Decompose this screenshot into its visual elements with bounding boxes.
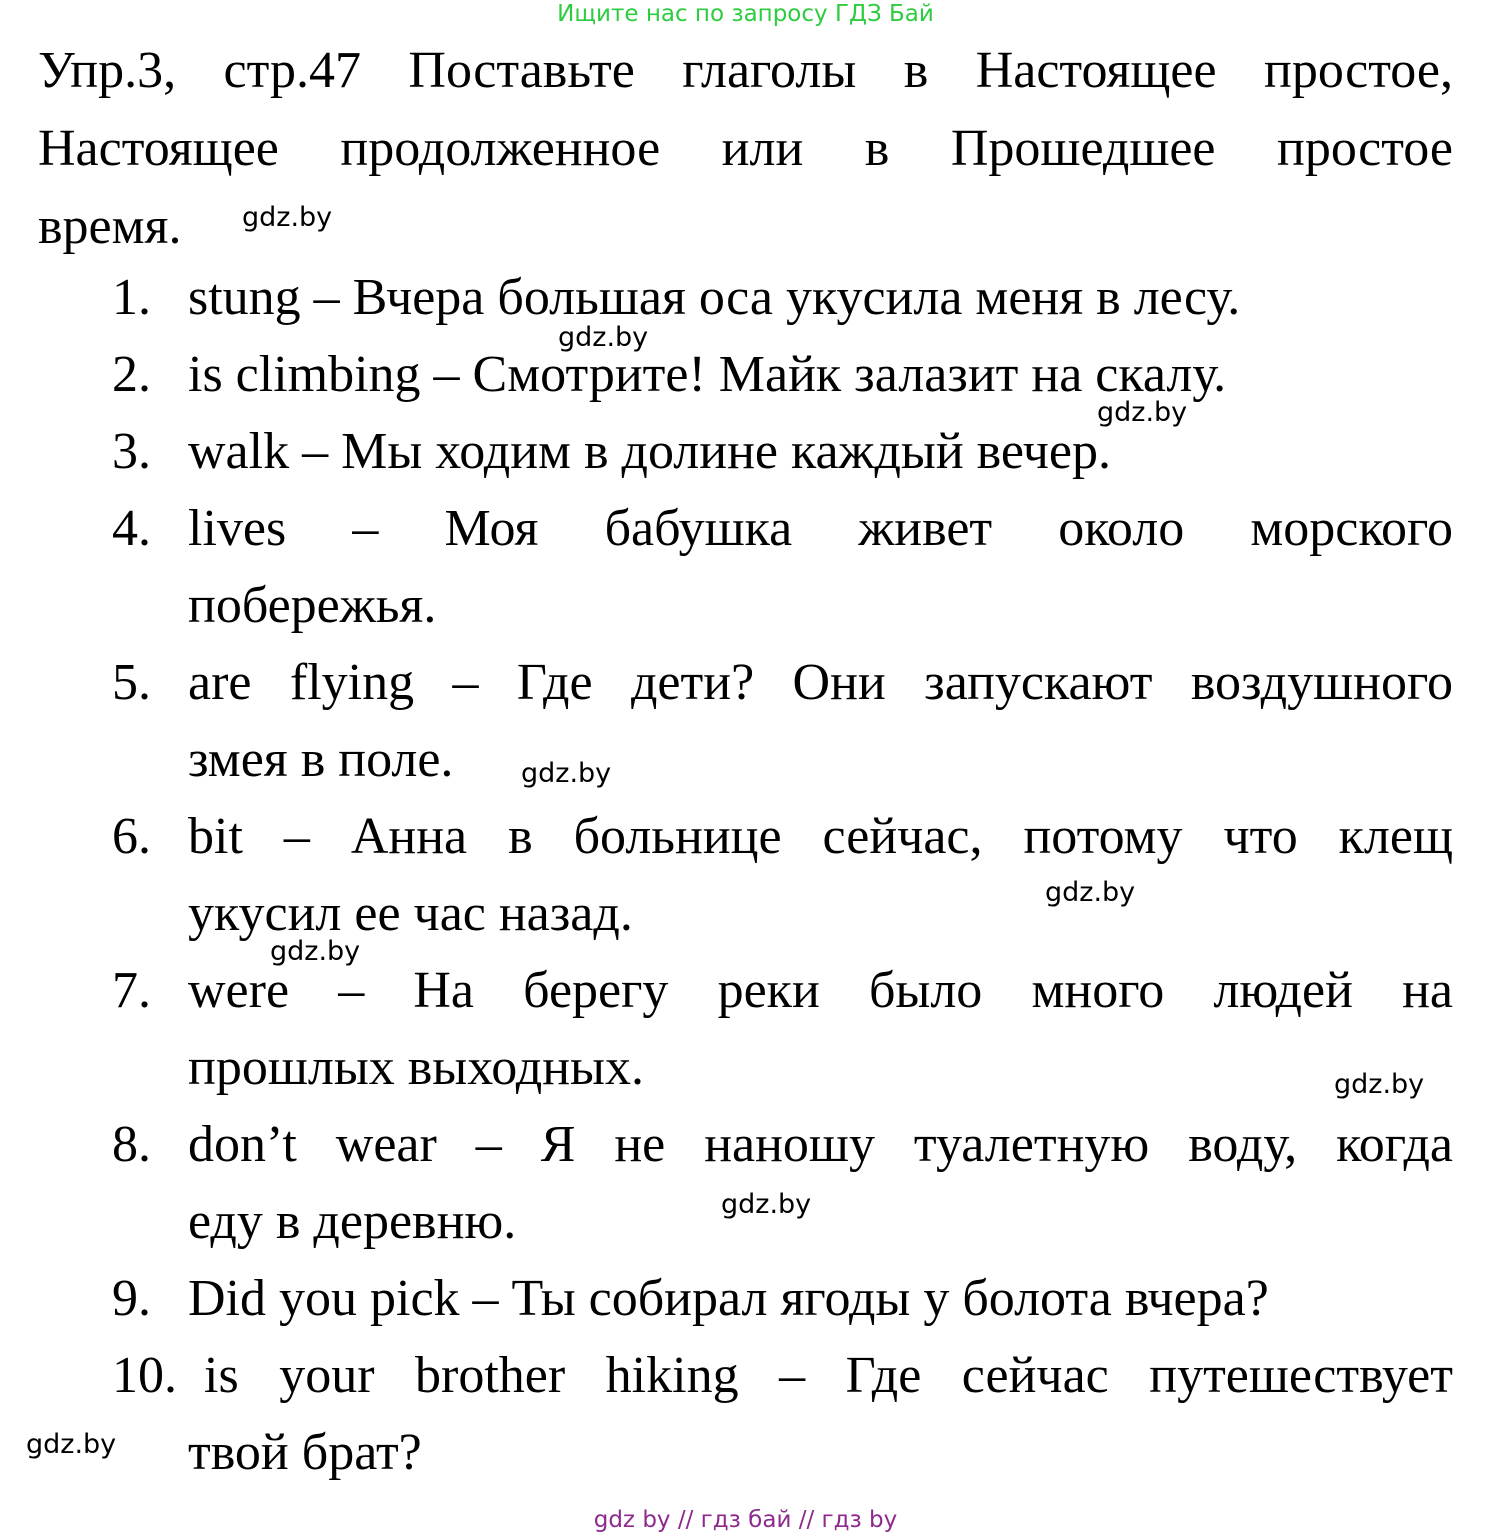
watermark: gdz.by xyxy=(1334,1069,1425,1100)
watermark: gdz.by xyxy=(26,1429,117,1460)
watermark: gdz.by xyxy=(1097,397,1188,428)
footer: gdz by // гдз бай // гдз by xyxy=(593,1507,898,1533)
title-line-1: Упр.3, стр.47 Поставьте глаголы в Настоящее простое, xyxy=(38,42,1453,99)
item-text-continued: еду в деревню. xyxy=(188,1193,517,1250)
item-text: don’t wear – Я не наношу туалетную воду, когда xyxy=(188,1116,1453,1173)
watermark: gdz.by xyxy=(558,322,649,353)
item-text: lives – Моя бабушка живет около морского xyxy=(188,500,1453,557)
top-banner: Ищите нас по запросу ГДЗ Бай xyxy=(557,1,934,27)
item-text: were – На берегу реки было много людей на xyxy=(188,962,1453,1019)
item-text-continued: змея в поле. xyxy=(188,731,454,788)
item-number: 2. xyxy=(112,346,151,403)
title-line-3: время. xyxy=(38,198,182,255)
item-text: walk – Мы ходим в долине каждый вечер. xyxy=(188,423,1111,480)
item-text: is your brother hiking – Где сейчас путешествует xyxy=(204,1347,1453,1404)
item-number: 10. xyxy=(112,1347,177,1404)
item-text-continued: прошлых выходных. xyxy=(188,1039,644,1096)
item-text-continued: твой брат? xyxy=(188,1424,422,1481)
item-number: 7. xyxy=(112,962,151,1019)
item-text: Did you pick – Ты собирал ягоды у болота вчера? xyxy=(188,1270,1269,1327)
item-text-continued: побережья. xyxy=(188,577,437,634)
item-number: 9. xyxy=(112,1270,151,1327)
item-number: 6. xyxy=(112,808,151,865)
item-number: 5. xyxy=(112,654,151,711)
item-number: 8. xyxy=(112,1116,151,1173)
watermark: gdz.by xyxy=(1045,877,1136,908)
item-text: stung – Вчера большая оса укусила меня в лесу. xyxy=(188,269,1241,326)
item-number: 4. xyxy=(112,500,151,557)
watermark: gdz.by xyxy=(521,758,612,789)
watermark: gdz.by xyxy=(721,1189,812,1220)
item-text-continued: укусил ее час назад. xyxy=(188,885,633,942)
watermark: gdz.by xyxy=(242,202,333,233)
watermark: gdz.by xyxy=(270,936,361,967)
title-line-2: Настоящее продолженное или в Прошедшее простое xyxy=(38,120,1453,177)
item-number: 1. xyxy=(112,269,151,326)
item-text: bit – Анна в больнице сейчас, потому что клещ xyxy=(188,808,1453,865)
item-number: 3. xyxy=(112,423,151,480)
item-text: are flying – Где дети? Они запускают воздушного xyxy=(188,654,1453,711)
item-text: is climbing – Смотрите! Майк залазит на скалу. xyxy=(188,346,1227,403)
